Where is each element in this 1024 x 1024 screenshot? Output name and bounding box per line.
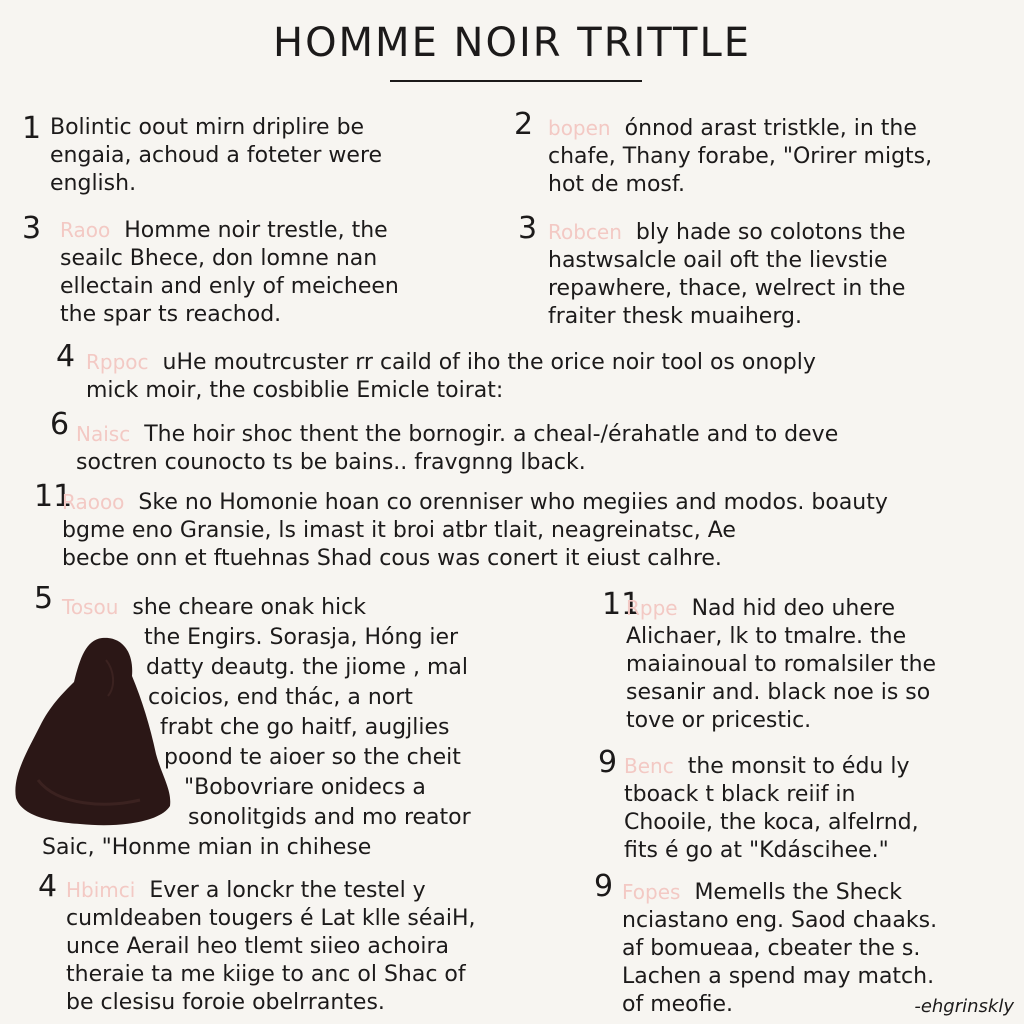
note-block: [548, 218, 906, 331]
note-number: 6: [50, 407, 70, 442]
note-line: coicios, end thác, a nort: [148, 685, 413, 710]
note-number: 4: [56, 339, 76, 374]
note-block: [86, 348, 816, 405]
note-number: 4: [38, 869, 58, 904]
note-line: soctren counocto ts be bains.. fravgnng lback.: [76, 450, 586, 475]
note-line: af bomueaa, cbeater the s.: [622, 936, 921, 961]
signature: -ehgrinskly: [914, 996, 1014, 1017]
note-block: [548, 114, 932, 199]
note-block: [50, 114, 382, 198]
note-line: maiainoual to romalsiler the: [626, 652, 937, 677]
note-line: ellectain and enly of meicheen: [60, 274, 399, 299]
note-line: sonolitgids and mo reator: [188, 805, 471, 830]
note-line: the spar ts reachod.: [60, 302, 282, 327]
note-block: [624, 752, 919, 865]
note-block: [622, 878, 937, 1019]
note-line: hot de mosf.: [548, 172, 686, 197]
note-number: 3: [22, 211, 42, 246]
note-line: datty deautg. the jiome , mal: [146, 655, 468, 680]
faint-label: Raoo: [60, 218, 111, 242]
note-line: uHe moutrcuster rr caild of iho the orice noir tool os onoply: [162, 350, 816, 375]
note-line: The hoir shoc thent the bornogir. a cheal-/érahatle and to deve: [144, 422, 839, 447]
note-line: bgme eno Gransie, ls imast it broi atbr tlait, neagreinatsc, Ae: [62, 518, 736, 543]
note-line: Nad hid deo uhere: [691, 596, 895, 621]
faint-label: bopen: [548, 116, 611, 140]
note-block: [66, 876, 476, 1017]
note-line: be clesisu foroie obelrrantes.: [66, 990, 385, 1015]
note-line: of meofie.: [622, 992, 734, 1017]
note-line: engaia, achoud a foteter were: [50, 143, 383, 168]
note-number: 9: [594, 869, 614, 904]
note-line: bly hade so colotons the: [635, 220, 906, 245]
note-number: 9: [598, 745, 618, 780]
note-number: 11: [34, 479, 73, 514]
note-line: english.: [50, 171, 137, 196]
note-number: 3: [518, 211, 538, 246]
note-block: [76, 420, 838, 477]
faint-label: Robcen: [548, 220, 622, 244]
faint-label: Tosou: [62, 595, 119, 619]
note-line: repawhere, thace, welrect in the: [548, 276, 906, 301]
note-line: tove or pricestic.: [626, 708, 812, 733]
title-underline: [390, 80, 642, 82]
faint-label: Raooo: [62, 490, 125, 514]
note-line: chafe, Thany forabe, "Orirer migts,: [548, 144, 933, 169]
note-block: [60, 216, 399, 329]
note-line: unce Aerail heo tlemt siieo achoira: [66, 934, 450, 959]
note-line: fraiter thesk muaiherg.: [548, 304, 802, 329]
note-line: the monsit to édu ly: [687, 754, 910, 779]
note-line: becbe onn et ftuehnas Shad cous was conert it eiust calhre.: [62, 546, 722, 571]
note-line: Ever a lonckr the testel y: [149, 878, 426, 903]
note-line: "Bobovriare onidecs a: [184, 775, 426, 800]
note-line: Chooile, the koca, alfelrnd,: [624, 810, 919, 835]
note-line: Saic, "Honme mian in chihese: [42, 835, 372, 860]
note-line: theraie ta me kiige to anc ol Shac of: [66, 962, 466, 987]
note-line: cumldeaben tougers é Lat klle séaiH,: [66, 906, 476, 931]
faint-label: Rppe: [626, 596, 678, 620]
page-title: HOMME NOIR TRITTLE: [272, 20, 752, 66]
faint-label: Fopes: [622, 880, 681, 904]
faint-label: Naisc: [76, 422, 131, 446]
note-line: Memells the Sheck: [694, 880, 902, 905]
faint-label: Hbimci: [66, 878, 136, 902]
note-line: Homme noir trestle, the: [124, 218, 388, 243]
note-line: nciastano eng. Saod chaaks.: [622, 908, 938, 933]
note-line: she cheare onak hick: [132, 595, 366, 620]
note-number: 2: [514, 107, 534, 142]
note-line: the Engirs. Sorasja, Hóng ier: [144, 625, 459, 650]
faint-label: Benc: [624, 754, 674, 778]
note-line: Bolintic oout mirn driplire be: [50, 115, 365, 140]
note-number: 1: [22, 111, 42, 146]
note-number: 11: [602, 587, 641, 622]
note-line: Alichaer, lk to tmalre. the: [626, 624, 907, 649]
note-line: fits é go at "Kdáscihee.": [624, 838, 889, 863]
note-line: sesanir and. black noe is so: [626, 680, 931, 705]
note-block: [42, 592, 471, 863]
note-line: frabt che go haitf, augjlies: [160, 715, 450, 740]
note-number: 5: [34, 581, 54, 616]
note-block: [626, 594, 936, 735]
note-line: ónnod arast tristkle, in the: [624, 116, 917, 141]
note-block: [62, 488, 888, 573]
note-line: mick moir, the cosbiblie Emicle toirat:: [86, 378, 504, 403]
note-line: poond te aioer so the cheit: [164, 745, 461, 770]
note-line: Ske no Homonie hoan co orenniser who megiies and modos. boauty: [138, 490, 888, 515]
note-line: seailc Bhece, don lomne nan: [60, 246, 378, 271]
faint-label: Rppoc: [86, 350, 149, 374]
note-line: tboack t black reiif in: [624, 782, 856, 807]
note-line: Lachen a spend may match.: [622, 964, 935, 989]
note-line: hastwsalcle oail oft the lievstie: [548, 248, 888, 273]
